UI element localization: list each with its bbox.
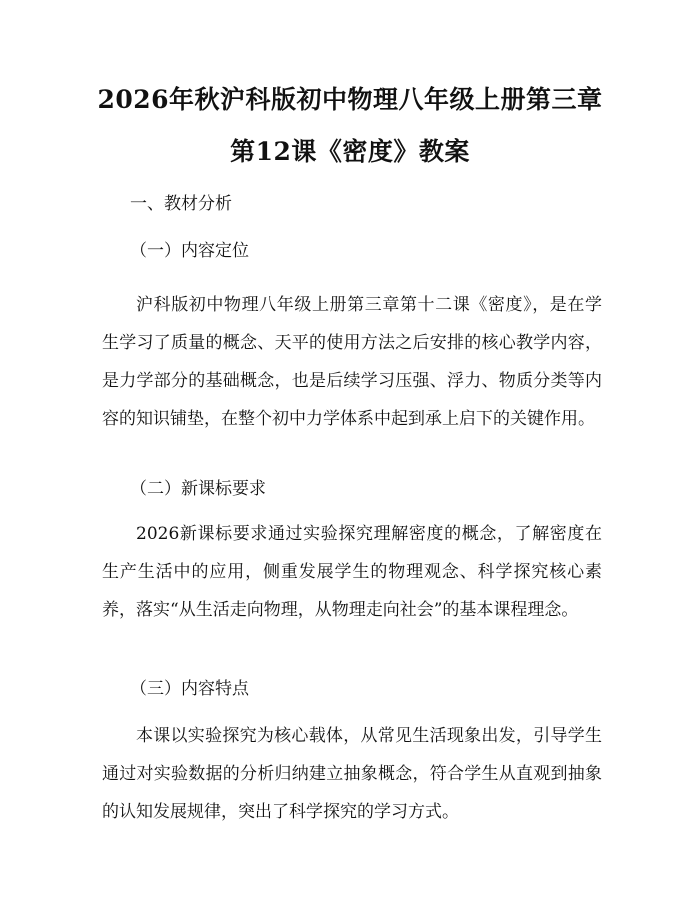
document-title-line-2: 第12课《密度》教案 <box>230 137 470 166</box>
subsection-heading-content-positioning: （一）内容定位 <box>130 241 249 261</box>
section-heading-teaching-material-analysis: 一、教材分析 <box>130 194 232 214</box>
paragraph-content-positioning: 沪科版初中物理八年级上册第三章第十二课《密度》，是在学生学习了质量的概念、天平的使用方法之后安排的核心教学内容，是力学部分的基础概念，也是后续学习压强、浮力、物质分类等内容的知识铺垫，在整个初中力学体系中起到承上启下的关键作用。 <box>102 295 602 429</box>
paragraph-content-features: 本课以实验探究为核心载体，从常见生活现象出发，引导学生通过对实验数据的分析归纳建立抽象概念，符合学生从直观到抽象的认知发展规律，突出了科学探究的学习方式。 <box>102 726 602 822</box>
subsection-heading-content-features: （三）内容特点 <box>130 679 249 699</box>
document-title-line-1: 2026年秋沪科版初中物理八年级上册第三章 <box>97 85 603 114</box>
paragraph-curriculum-standard: 2026新课标要求通过实验探究理解密度的概念，了解密度在生产生活中的应用，侧重发展学生的物理观念、科学探究核心素养，落实“从生活走向物理，从物理走向社会”的基本课程理念。 <box>102 524 602 620</box>
subsection-heading-curriculum-standard: （二）新课标要求 <box>130 479 266 499</box>
